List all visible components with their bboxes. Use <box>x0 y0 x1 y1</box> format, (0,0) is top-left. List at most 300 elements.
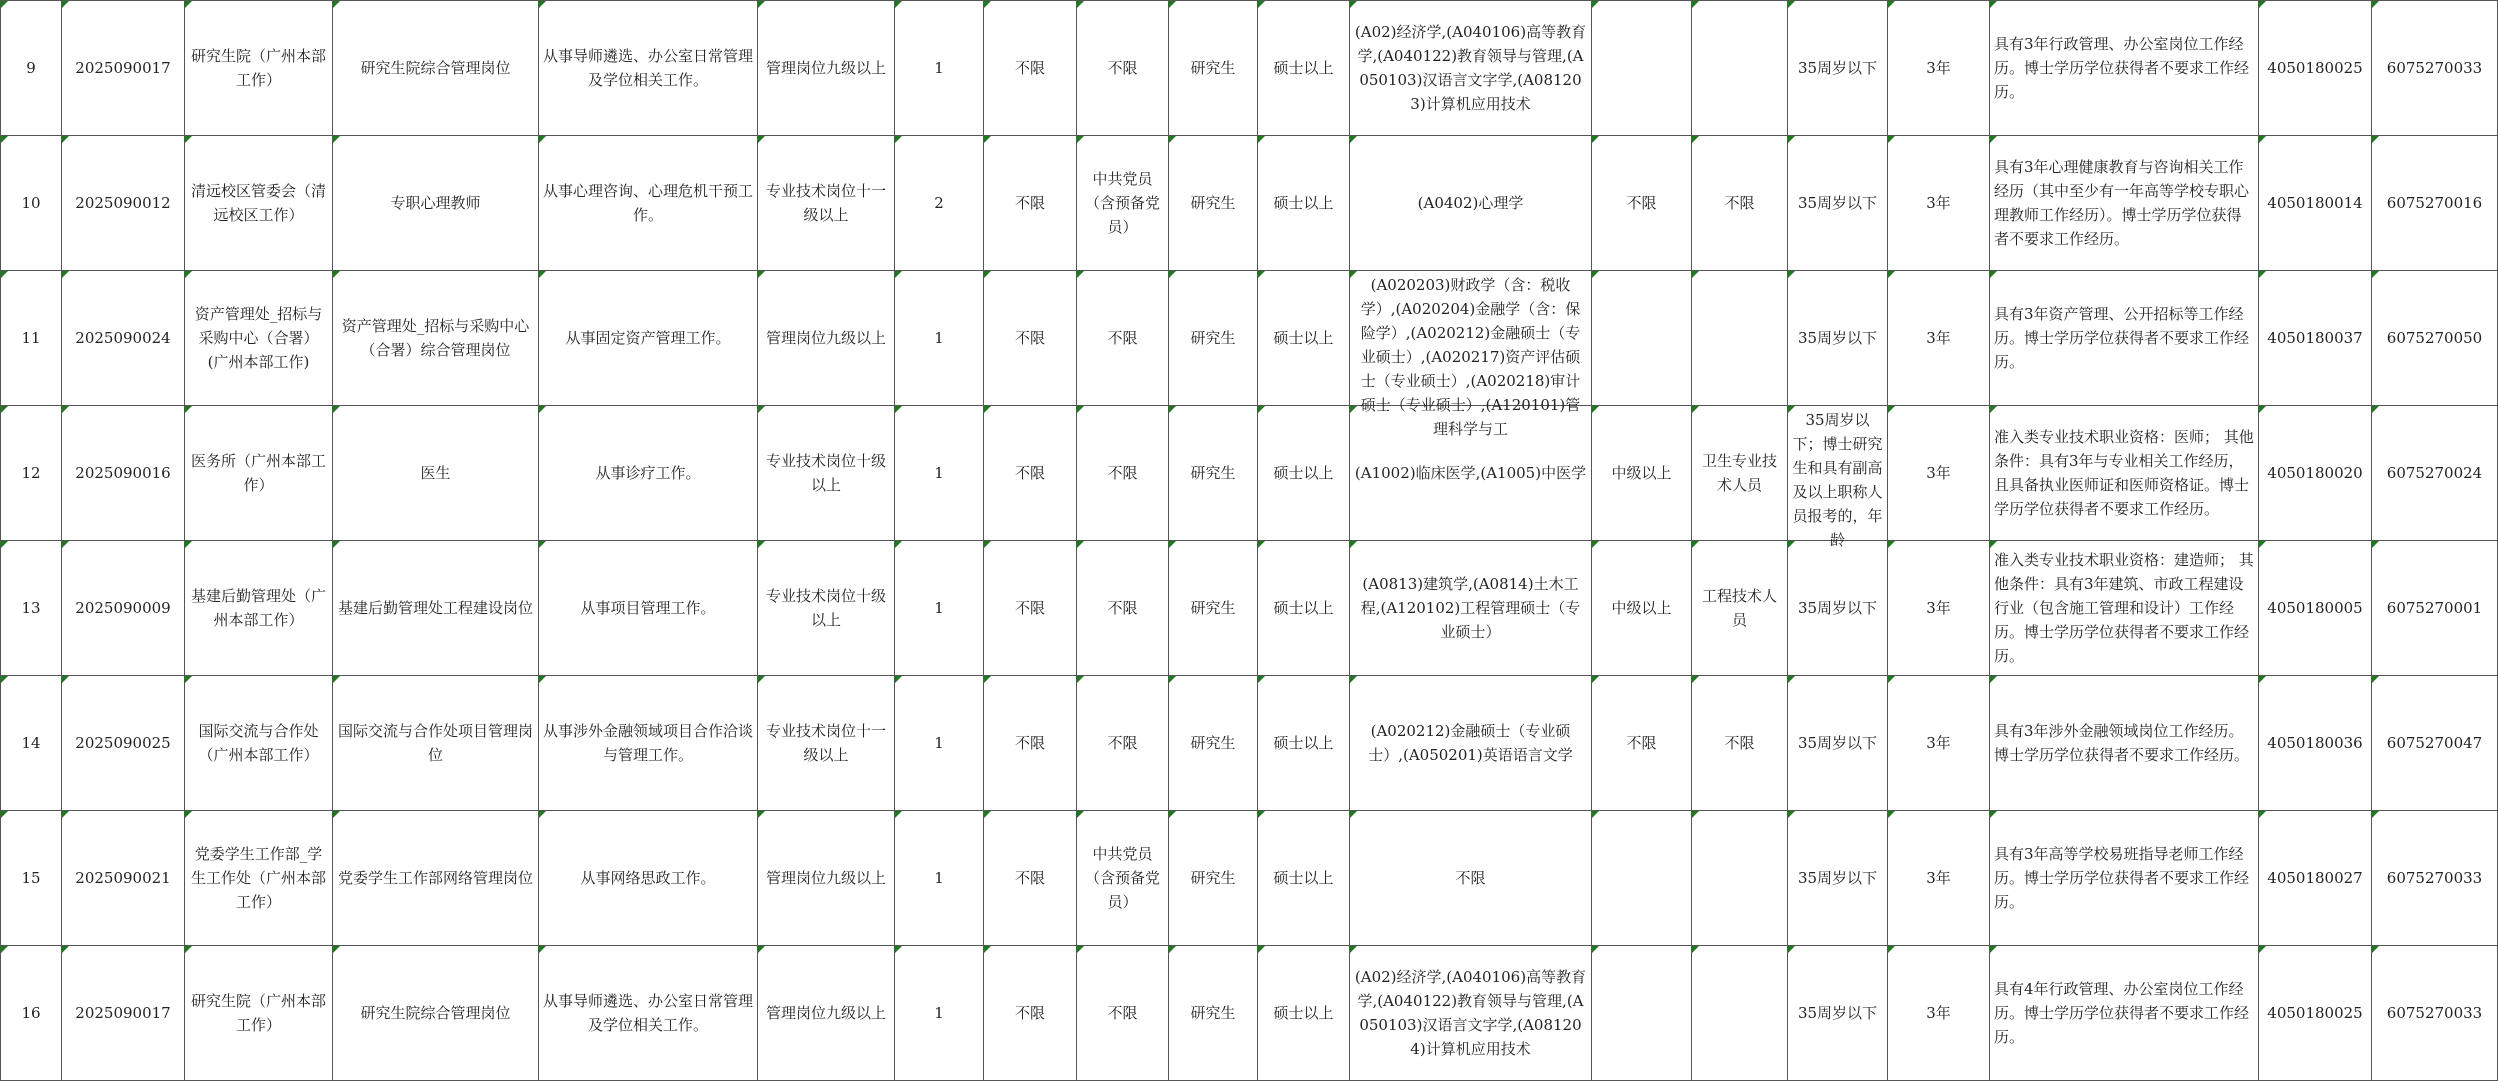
table-body <box>1 1 2498 1081</box>
department-cell[interactable] <box>185 946 333 1081</box>
qualification-type-cell[interactable] <box>1692 271 1788 406</box>
service-years-cell[interactable] <box>1888 406 1990 541</box>
other-requirements-cell[interactable] <box>1990 676 2259 811</box>
position-name: 资产管理处_招标与采购中心（合署）综合管理岗位 <box>341 317 530 359</box>
position-name: 基建后勤管理处工程建设岗位 <box>337 599 533 617</box>
cell-marker-icon <box>2372 541 2379 548</box>
age-requirement-cell[interactable] <box>1788 271 1888 406</box>
service-years-cell[interactable] <box>1888 541 1990 676</box>
restriction-cell-cell[interactable] <box>984 676 1077 811</box>
id-code-2-cell[interactable] <box>2372 676 2498 811</box>
job-duty: 从事固定资产管理工作。 <box>565 329 731 347</box>
other-requirements-cell[interactable] <box>1990 136 2259 271</box>
cell-marker-icon <box>539 676 546 683</box>
age-requirement-cell[interactable] <box>1788 1 1888 136</box>
cell-marker-icon <box>1350 541 1357 548</box>
service-years-cell[interactable] <box>1888 811 1990 946</box>
cell-marker-icon <box>1692 406 1699 413</box>
job-duty-cell[interactable] <box>539 406 758 541</box>
cell-marker-icon <box>2259 1 2266 8</box>
post-level-cell[interactable] <box>758 271 895 406</box>
job-duty: 从事导师遴选、办公室日常管理及学位相关工作。 <box>543 47 754 89</box>
id-code-2-cell[interactable] <box>2372 136 2498 271</box>
id-code-1: 4050180014 <box>2267 194 2363 212</box>
qualification-type-cell[interactable] <box>1692 946 1788 1081</box>
major-requirement-cell[interactable] <box>1350 811 1592 946</box>
age-requirement-cell[interactable] <box>1788 541 1888 676</box>
department: 国际交流与合作处（广州本部工作） <box>198 722 319 764</box>
position-code-cell[interactable] <box>62 136 185 271</box>
position-code: 2025090017 <box>75 59 171 77</box>
cell-marker-icon <box>1592 1 1599 8</box>
major-requirement-cell[interactable] <box>1350 406 1592 541</box>
political-status: 不限 <box>1107 329 1138 347</box>
cell-marker-icon <box>539 406 546 413</box>
degree-cell[interactable] <box>1258 1 1350 136</box>
degree: 硕士以上 <box>1273 599 1334 617</box>
id-code-2-cell[interactable] <box>2372 406 2498 541</box>
cell-marker-icon <box>1692 946 1699 953</box>
major-requirement-cell[interactable] <box>1350 136 1592 271</box>
department-cell[interactable] <box>185 541 333 676</box>
education-cell[interactable] <box>1169 1 1258 136</box>
education: 研究生 <box>1190 599 1236 617</box>
other-requirements: 具有3年资产管理、公开招标等工作经历。博士学历学位获得者不要求工作经历。 <box>1994 305 2250 371</box>
cell-marker-icon <box>758 406 765 413</box>
id-code-1-cell[interactable] <box>2259 1 2372 136</box>
cell-marker-icon <box>895 946 902 953</box>
id-code-1-cell[interactable] <box>2259 946 2372 1081</box>
degree-cell[interactable] <box>1258 406 1350 541</box>
age-requirement-cell[interactable] <box>1788 406 1888 549</box>
cell-marker-icon <box>1692 676 1699 683</box>
cell-marker-icon <box>2259 676 2266 683</box>
id-code-1-cell[interactable] <box>2259 406 2372 541</box>
cell-marker-icon <box>1258 271 1265 278</box>
cell-marker-icon <box>895 541 902 548</box>
cell-marker-icon <box>185 541 192 548</box>
qualification-type: 工程技术人员 <box>1701 587 1777 629</box>
title-requirement: 中级以上 <box>1611 464 1672 482</box>
post-level-cell[interactable] <box>758 676 895 811</box>
major-requirement: 不限 <box>1455 869 1486 887</box>
cell-marker-icon <box>1169 271 1176 278</box>
cell-marker-icon <box>1692 1 1699 8</box>
row-number-cell[interactable] <box>1 676 62 811</box>
cell-marker-icon <box>895 1 902 8</box>
row-number-cell[interactable] <box>1 406 62 541</box>
service-years: 3年 <box>1926 1004 1951 1022</box>
cell-marker-icon <box>1692 271 1699 278</box>
job-duty-cell[interactable] <box>539 811 758 946</box>
job-duty-cell[interactable] <box>539 1 758 136</box>
position-code: 2025090025 <box>75 734 171 752</box>
degree-cell[interactable] <box>1258 271 1350 406</box>
other-requirements-cell[interactable] <box>1990 271 2259 406</box>
hire-count: 1 <box>934 599 944 617</box>
title-requirement-cell[interactable] <box>1592 541 1692 676</box>
hire-count: 1 <box>934 329 944 347</box>
id-code-2: 6075270016 <box>2386 194 2483 212</box>
cell-marker-icon <box>1350 271 1357 278</box>
cell-marker-icon <box>185 271 192 278</box>
position-name-cell[interactable] <box>333 811 539 946</box>
cell-marker-icon <box>1888 946 1895 953</box>
major-requirement: (A02)经济学,(A040106)高等教育学,(A040122)教育领导与管理,(A050103)汉语言文字学,(A081203)计算机应用技术 <box>1354 23 1587 113</box>
restriction-cell-cell[interactable] <box>984 406 1077 541</box>
cell-marker-icon <box>1692 541 1699 548</box>
qualification-type-cell[interactable] <box>1692 1 1788 136</box>
education-cell[interactable] <box>1169 676 1258 811</box>
cell-marker-icon <box>758 676 765 683</box>
hire-count-cell[interactable] <box>895 136 984 271</box>
cell-marker-icon <box>1077 1 1084 8</box>
major-requirement: (A1002)临床医学,(A1005)中医学 <box>1354 464 1587 482</box>
political-status-cell[interactable] <box>1077 1 1169 136</box>
position-code-cell[interactable] <box>62 541 185 676</box>
cell-marker-icon <box>984 406 991 413</box>
row-number-cell[interactable] <box>1 1 62 136</box>
job-duty-cell[interactable] <box>539 541 758 676</box>
political-status-cell[interactable] <box>1077 406 1169 541</box>
cell-marker-icon <box>1888 811 1895 818</box>
cell-marker-icon <box>1888 1 1895 8</box>
title-requirement: 不限 <box>1626 194 1657 212</box>
id-code-1: 4050180036 <box>2267 734 2363 752</box>
major-requirement: (A020203)财政学（含：税收学）,(A020204)金融学（含：保险学）,(A020212)金融硕士（专业硕士）,(A020217)资产评估硕士（专业硕士）,(A020218)审计硕士（专业硕士）,(A120101)管理科学与工 <box>1360 276 1581 438</box>
degree-cell[interactable] <box>1258 676 1350 811</box>
id-code-2: 6075270024 <box>2386 464 2483 482</box>
department-cell[interactable] <box>185 811 333 946</box>
education-cell[interactable] <box>1169 406 1258 541</box>
department-cell[interactable] <box>185 136 333 271</box>
age-requirement-cell[interactable] <box>1788 136 1888 271</box>
cell-marker-icon <box>1990 136 1997 143</box>
cell-marker-icon <box>1350 811 1357 818</box>
position-name-cell[interactable] <box>333 1 539 136</box>
row-number: 10 <box>21 194 41 212</box>
cell-marker-icon <box>539 271 546 278</box>
hire-count-cell[interactable] <box>895 811 984 946</box>
hire-count: 1 <box>934 59 944 77</box>
post-level: 专业技术岗位十级以上 <box>765 587 886 629</box>
education: 研究生 <box>1190 464 1236 482</box>
id-code-1: 4050180005 <box>2267 599 2363 617</box>
department: 清远校区管委会（清远校区工作） <box>190 182 326 224</box>
degree-cell[interactable] <box>1258 541 1350 676</box>
service-years-cell[interactable] <box>1888 946 1990 1081</box>
political-status-cell[interactable] <box>1077 271 1169 406</box>
cell-marker-icon <box>984 541 991 548</box>
degree-cell[interactable] <box>1258 136 1350 271</box>
other-requirements-cell[interactable] <box>1990 541 2259 676</box>
hire-count-cell[interactable] <box>895 541 984 676</box>
hire-count-cell[interactable] <box>895 676 984 811</box>
cell-marker-icon <box>2372 1 2379 8</box>
cell-marker-icon <box>1788 136 1795 143</box>
title-requirement-cell[interactable] <box>1592 676 1692 811</box>
cell-marker-icon <box>333 946 340 953</box>
service-years: 3年 <box>1926 734 1951 752</box>
qualification-type-cell[interactable] <box>1692 406 1788 541</box>
id-code-1: 4050180020 <box>2267 464 2363 482</box>
cell-marker-icon <box>1592 946 1599 953</box>
hire-count-cell[interactable] <box>895 946 984 1081</box>
cell-marker-icon <box>1788 946 1795 953</box>
hire-count-cell[interactable] <box>895 271 984 406</box>
age-requirement-cell[interactable] <box>1788 676 1888 811</box>
degree-cell[interactable] <box>1258 811 1350 946</box>
id-code-1: 4050180027 <box>2267 869 2363 887</box>
position-name-cell[interactable] <box>333 271 539 406</box>
political-status-cell[interactable] <box>1077 676 1169 811</box>
political-status-cell[interactable] <box>1077 811 1169 946</box>
title-requirement-cell[interactable] <box>1592 136 1692 271</box>
major-requirement: (A0402)心理学 <box>1417 194 1524 212</box>
cell-marker-icon <box>1592 811 1599 818</box>
service-years-cell[interactable] <box>1888 1 1990 136</box>
cell-marker-icon <box>1 406 8 413</box>
education-cell[interactable] <box>1169 811 1258 946</box>
hire-count-cell[interactable] <box>895 406 984 541</box>
department-cell[interactable] <box>185 271 333 406</box>
major-requirement-cell[interactable] <box>1350 541 1592 676</box>
education: 研究生 <box>1190 869 1236 887</box>
cell-marker-icon <box>2372 271 2379 278</box>
position-name: 研究生院综合管理岗位 <box>360 1004 511 1022</box>
restriction-cell-cell[interactable] <box>984 1 1077 136</box>
post-level-cell[interactable] <box>758 946 895 1081</box>
job-duty-cell[interactable] <box>539 271 758 406</box>
title-requirement-cell[interactable] <box>1592 271 1692 406</box>
education: 研究生 <box>1190 1004 1236 1022</box>
cell-marker-icon <box>333 541 340 548</box>
cell-marker-icon <box>185 136 192 143</box>
cell-marker-icon <box>1169 406 1176 413</box>
cell-marker-icon <box>1258 946 1265 953</box>
id-code-1-cell[interactable] <box>2259 811 2372 946</box>
political-status-cell[interactable] <box>1077 946 1169 1081</box>
major-requirement-cell[interactable] <box>1350 271 1592 438</box>
id-code-1-cell[interactable] <box>2259 676 2372 811</box>
position-name: 研究生院综合管理岗位 <box>360 59 511 77</box>
post-level-cell[interactable] <box>758 541 895 676</box>
cell-marker-icon <box>1592 541 1599 548</box>
major-requirement: (A0813)建筑学,(A0814)土木工程,(A120102)工程管理硕士（专业硕士） <box>1360 575 1581 641</box>
id-code-2-cell[interactable] <box>2372 541 2498 676</box>
other-requirements: 具有3年心理健康教育与咨询相关工作经历（其中至少有一年高等学校专职心理教师工作经历）。博士学历学位获得者不要求工作经历。 <box>1994 158 2250 248</box>
qualification-type-cell[interactable] <box>1692 136 1788 271</box>
department: 医务所（广州本部工作） <box>190 452 326 494</box>
cell-marker-icon <box>2259 811 2266 818</box>
position-name-cell[interactable] <box>333 406 539 541</box>
other-requirements-cell[interactable] <box>1990 406 2259 541</box>
service-years-cell[interactable] <box>1888 136 1990 271</box>
job-duty-cell[interactable] <box>539 946 758 1081</box>
id-code-1-cell[interactable] <box>2259 541 2372 676</box>
position-code-cell[interactable] <box>62 946 185 1081</box>
cell-marker-icon <box>539 946 546 953</box>
department-cell[interactable] <box>185 676 333 811</box>
cell-marker-icon <box>1990 946 1997 953</box>
position-code: 2025090024 <box>75 329 171 347</box>
job-duty: 从事导师遴选、办公室日常管理及学位相关工作。 <box>543 992 754 1034</box>
department: 研究生院（广州本部工作） <box>190 992 326 1034</box>
education-cell[interactable] <box>1169 136 1258 271</box>
political-status-cell[interactable] <box>1077 136 1169 271</box>
cell-marker-icon <box>758 1 765 8</box>
post-level-cell[interactable] <box>758 136 895 271</box>
other-requirements-cell[interactable] <box>1990 1 2259 136</box>
position-name-cell[interactable] <box>333 541 539 676</box>
cell-marker-icon <box>62 136 69 143</box>
cell-marker-icon <box>185 946 192 953</box>
restriction-cell-cell[interactable] <box>984 946 1077 1081</box>
education-cell[interactable] <box>1169 946 1258 1081</box>
id-code-2-cell[interactable] <box>2372 1 2498 136</box>
position-code-cell[interactable] <box>62 1 185 136</box>
education-cell[interactable] <box>1169 541 1258 676</box>
qualification-type-cell[interactable] <box>1692 676 1788 811</box>
cell-marker-icon <box>895 676 902 683</box>
cell-marker-icon <box>333 271 340 278</box>
row-number-cell[interactable] <box>1 946 62 1081</box>
age-requirement: 35周岁以下 <box>1797 194 1878 212</box>
degree-cell[interactable] <box>1258 946 1350 1081</box>
cell-marker-icon <box>1788 676 1795 683</box>
table-row <box>1 676 2498 811</box>
position-code: 2025090017 <box>75 1004 171 1022</box>
restriction-cell: 不限 <box>1014 464 1045 482</box>
title-requirement-cell[interactable] <box>1592 946 1692 1081</box>
row-number-cell[interactable] <box>1 271 62 406</box>
hire-count-cell[interactable] <box>895 1 984 136</box>
education: 研究生 <box>1190 194 1236 212</box>
position-code-cell[interactable] <box>62 271 185 406</box>
qualification-type-cell[interactable] <box>1692 541 1788 676</box>
other-requirements-cell[interactable] <box>1990 811 2259 946</box>
cell-marker-icon <box>62 946 69 953</box>
cell-marker-icon <box>185 1 192 8</box>
restriction-cell-cell[interactable] <box>984 271 1077 406</box>
cell-marker-icon <box>1990 1 1997 8</box>
cell-marker-icon <box>984 1 991 8</box>
education-cell[interactable] <box>1169 271 1258 406</box>
service-years: 3年 <box>1926 329 1951 347</box>
post-level: 专业技术岗位十级以上 <box>765 452 886 494</box>
cell-marker-icon <box>1169 136 1176 143</box>
post-level: 专业技术岗位十一级以上 <box>765 182 886 224</box>
cell-marker-icon <box>2372 811 2379 818</box>
position-code-cell[interactable] <box>62 811 185 946</box>
position-code: 2025090009 <box>75 599 171 617</box>
post-level-cell[interactable] <box>758 406 895 541</box>
post-level-cell[interactable] <box>758 811 895 946</box>
row-number-cell[interactable] <box>1 811 62 946</box>
row-number: 13 <box>21 599 41 617</box>
department-cell[interactable] <box>185 406 333 541</box>
job-duty-cell[interactable] <box>539 136 758 271</box>
cell-marker-icon <box>1077 676 1084 683</box>
political-status: 中共党员（含预备党员） <box>1084 845 1160 911</box>
major-requirement-cell[interactable] <box>1350 946 1592 1081</box>
position-code-cell[interactable] <box>62 676 185 811</box>
id-code-1-cell[interactable] <box>2259 271 2372 406</box>
table-row <box>1 1 2498 136</box>
other-requirements-cell[interactable] <box>1990 946 2259 1081</box>
row-number: 9 <box>26 59 36 77</box>
cell-marker-icon <box>2372 136 2379 143</box>
cell-marker-icon <box>185 811 192 818</box>
restriction-cell-cell[interactable] <box>984 136 1077 271</box>
service-years-cell[interactable] <box>1888 271 1990 406</box>
id-code-2: 6075270033 <box>2386 1004 2483 1022</box>
restriction-cell: 不限 <box>1014 329 1045 347</box>
title-requirement-cell[interactable] <box>1592 1 1692 136</box>
row-number-cell[interactable] <box>1 541 62 676</box>
id-code-2-cell[interactable] <box>2372 271 2498 406</box>
service-years: 3年 <box>1926 59 1951 77</box>
id-code-2-cell[interactable] <box>2372 946 2498 1081</box>
cell-marker-icon <box>539 1 546 8</box>
cell-marker-icon <box>1350 946 1357 953</box>
age-requirement-cell[interactable] <box>1788 946 1888 1081</box>
cell-marker-icon <box>1 541 8 548</box>
cell-marker-icon <box>1077 406 1084 413</box>
cell-marker-icon <box>1 1 8 8</box>
position-code-cell[interactable] <box>62 406 185 541</box>
position-name-cell[interactable] <box>333 946 539 1081</box>
job-duty-cell[interactable] <box>539 676 758 811</box>
restriction-cell-cell[interactable] <box>984 541 1077 676</box>
age-requirement-cell[interactable] <box>1788 811 1888 946</box>
table-row <box>1 136 2498 271</box>
political-status-cell[interactable] <box>1077 541 1169 676</box>
title-requirement-cell[interactable] <box>1592 811 1692 946</box>
row-number-cell[interactable] <box>1 136 62 271</box>
cell-marker-icon <box>1888 676 1895 683</box>
title-requirement-cell[interactable] <box>1592 406 1692 541</box>
position-name-cell[interactable] <box>333 676 539 811</box>
department-cell[interactable] <box>185 1 333 136</box>
cell-marker-icon <box>1077 541 1084 548</box>
table-row <box>1 541 2498 676</box>
cell-marker-icon <box>984 811 991 818</box>
post-level-cell[interactable] <box>758 1 895 136</box>
post-level: 管理岗位九级以上 <box>765 329 886 347</box>
cell-marker-icon <box>539 541 546 548</box>
restriction-cell: 不限 <box>1014 599 1045 617</box>
qualification-type-cell[interactable] <box>1692 811 1788 946</box>
restriction-cell-cell[interactable] <box>984 811 1077 946</box>
major-requirement-cell[interactable] <box>1350 676 1592 811</box>
hire-count: 1 <box>934 869 944 887</box>
position-name-cell[interactable] <box>333 136 539 271</box>
cell-marker-icon <box>539 136 546 143</box>
id-code-1: 4050180025 <box>2267 1004 2363 1022</box>
cell-marker-icon <box>333 406 340 413</box>
cell-marker-icon <box>1258 136 1265 143</box>
major-requirement-cell[interactable] <box>1350 1 1592 136</box>
cell-marker-icon <box>984 136 991 143</box>
id-code-2-cell[interactable] <box>2372 811 2498 946</box>
cell-marker-icon <box>1990 271 1997 278</box>
restriction-cell: 不限 <box>1014 1004 1045 1022</box>
service-years-cell[interactable] <box>1888 676 1990 811</box>
id-code-1-cell[interactable] <box>2259 136 2372 271</box>
id-code-2: 6075270047 <box>2386 734 2483 752</box>
department: 资产管理处_招标与采购中心（合署）(广州本部工作) <box>194 305 323 371</box>
